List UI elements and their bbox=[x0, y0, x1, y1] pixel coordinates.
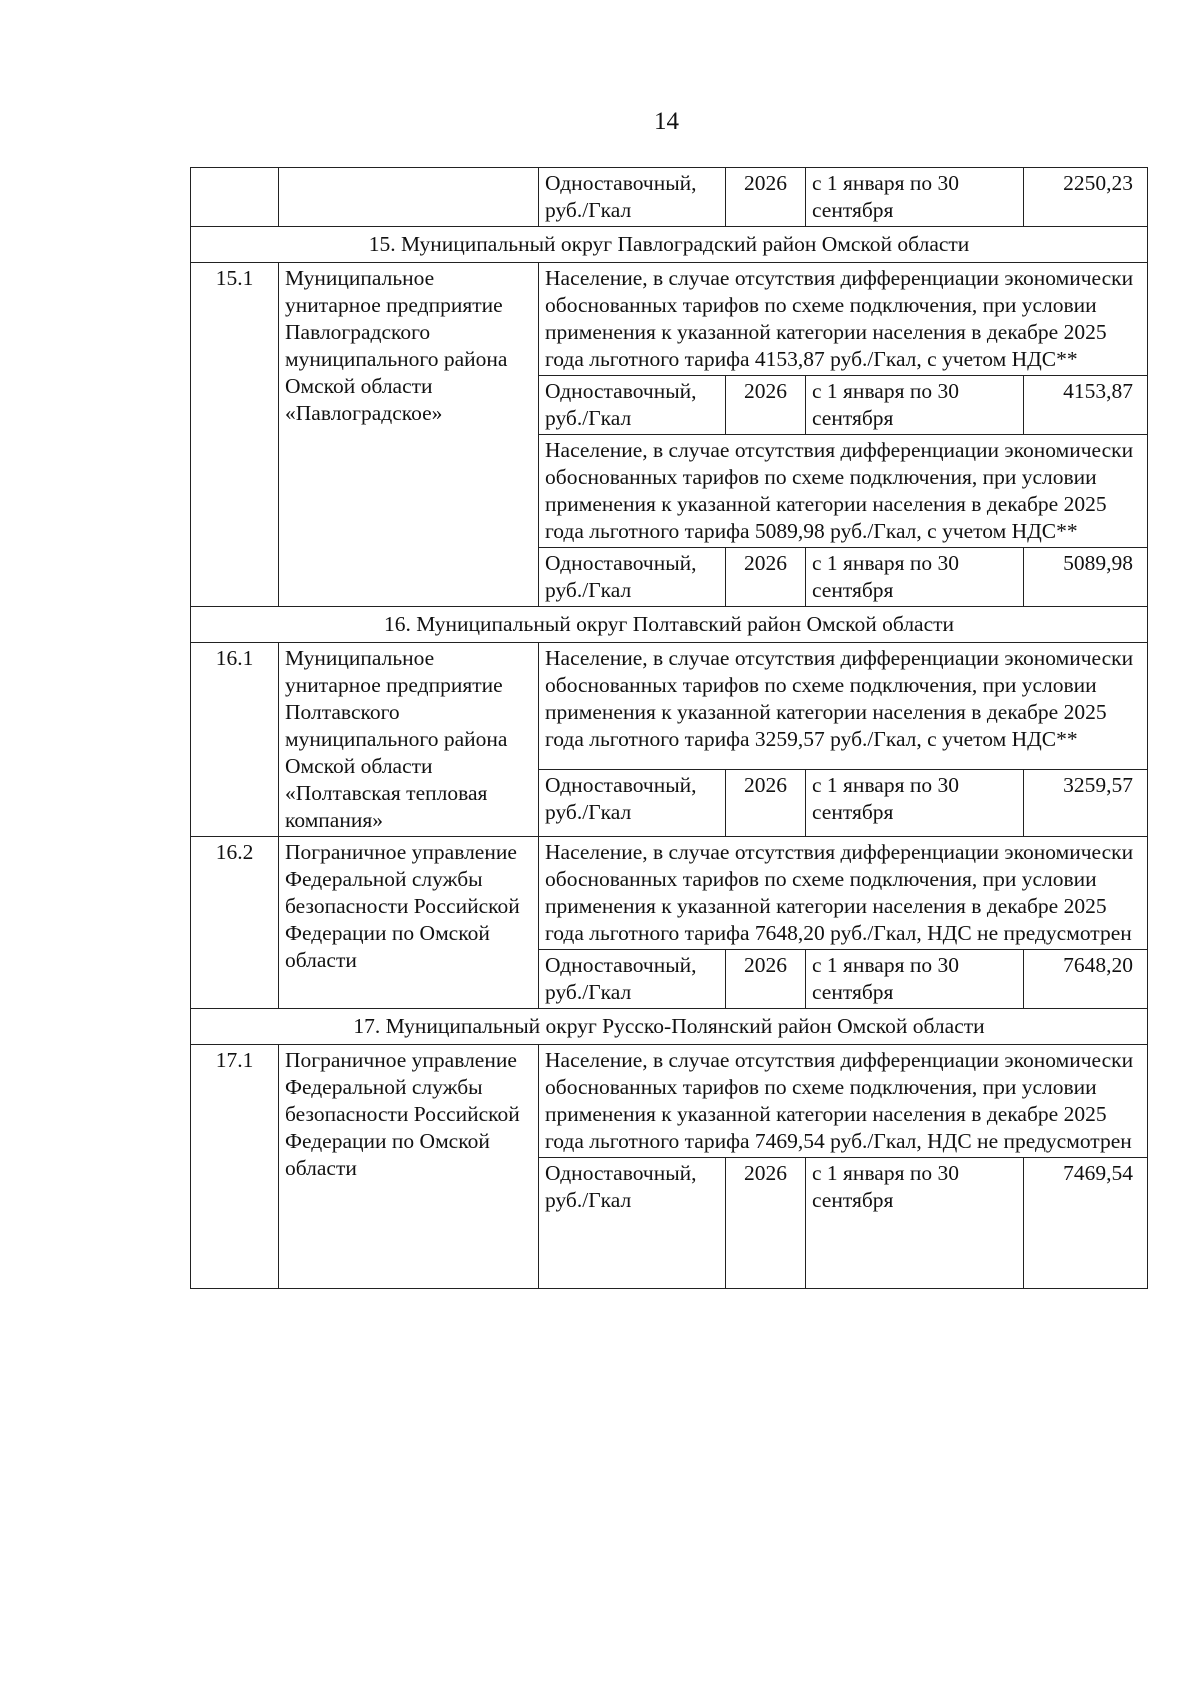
price-cell: 3259,57 bbox=[1024, 770, 1148, 837]
page-number: 14 bbox=[654, 108, 679, 135]
year-cell: 2026 bbox=[726, 1158, 806, 1289]
price-cell: 7469,54 bbox=[1024, 1158, 1148, 1289]
num-cell: 17.1 bbox=[191, 1045, 279, 1289]
org-cell bbox=[279, 168, 539, 227]
category-cell: Население, в случае отсутствия дифференциации экономически обоснованных тарифов по схеме подключения, при условии применения к указанной категории населения в декабре 2025 года льготного тарифа 4153,87 руб./Гкал, с учетом НДС** bbox=[539, 263, 1148, 376]
table-row bbox=[191, 168, 1148, 227]
org-cell: Пограничное управление Федеральной службы безопасности Российской Федерации по Омской области bbox=[279, 837, 539, 1009]
num-cell: 16.2 bbox=[191, 837, 279, 1009]
table-row bbox=[191, 643, 1148, 770]
category-cell: Население, в случае отсутствия дифференциации экономически обоснованных тарифов по схеме подключения, при условии применения к указанной категории населения в декабре 2025 года льготного тарифа 7648,20 руб./Гкал, НДС не предусмотрен bbox=[539, 837, 1148, 950]
period-cell: с 1 января по 30 сентября bbox=[806, 168, 1024, 227]
period-cell: с 1 января по 30 сентября bbox=[806, 1158, 1024, 1289]
num-cell: 16.1 bbox=[191, 643, 279, 837]
tariff-type-cell: Одноставочный, руб./Гкал bbox=[539, 376, 726, 435]
period-cell: с 1 января по 30 сентября bbox=[806, 770, 1024, 837]
category-cell: Население, в случае отсутствия дифференциации экономически обоснованных тарифов по схеме подключения, при условии применения к указанной категории населения в декабре 2025 года льготного тарифа 3259,57 руб./Гкал, с учетом НДС** bbox=[539, 643, 1148, 770]
num-cell bbox=[191, 168, 279, 227]
section-header-row bbox=[191, 607, 1148, 643]
tariff-type-cell: Одноставочный, руб./Гкал bbox=[539, 950, 726, 1009]
period-cell: с 1 января по 30 сентября bbox=[806, 950, 1024, 1009]
tariff-type-cell: Одноставочный, руб./Гкал bbox=[539, 168, 726, 227]
year-cell: 2026 bbox=[726, 770, 806, 837]
num-cell: 15.1 bbox=[191, 263, 279, 607]
year-cell: 2026 bbox=[726, 548, 806, 607]
tariff-type-cell: Одноставочный, руб./Гкал bbox=[539, 1158, 726, 1289]
period-cell: с 1 января по 30 сентября bbox=[806, 548, 1024, 607]
price-cell: 2250,23 bbox=[1024, 168, 1148, 227]
tariff-type-cell: Одноставочный, руб./Гкал bbox=[539, 548, 726, 607]
org-cell: Муниципальное унитарное предприятие Полтавского муниципального района Омской области «Полтавская тепловая компания» bbox=[279, 643, 539, 837]
section-title: 17. Муниципальный округ Русско-Полянский район Омской области bbox=[191, 1009, 1148, 1045]
section-title: 16. Муниципальный округ Полтавский район Омской области bbox=[191, 607, 1148, 643]
year-cell: 2026 bbox=[726, 376, 806, 435]
table-row bbox=[191, 1045, 1148, 1158]
year-cell: 2026 bbox=[726, 950, 806, 1009]
table-row bbox=[191, 263, 1148, 376]
year-cell: 2026 bbox=[726, 168, 806, 227]
org-cell: Муниципальное унитарное предприятие Павлоградского муниципального района Омской области «Павлоградское» bbox=[279, 263, 539, 607]
price-cell: 5089,98 bbox=[1024, 548, 1148, 607]
category-cell: Население, в случае отсутствия дифференциации экономически обоснованных тарифов по схеме подключения, при условии применения к указанной категории населения в декабре 2025 года льготного тарифа 7469,54 руб./Гкал, НДС не предусмотрен bbox=[539, 1045, 1148, 1158]
section-header-row bbox=[191, 1009, 1148, 1045]
period-cell: с 1 января по 30 сентября bbox=[806, 376, 1024, 435]
category-cell: Население, в случае отсутствия дифференциации экономически обоснованных тарифов по схеме подключения, при условии применения к указанной категории населения в декабре 2025 года льготного тарифа 5089,98 руб./Гкал, с учетом НДС** bbox=[539, 435, 1148, 548]
tariff-type-cell: Одноставочный, руб./Гкал bbox=[539, 770, 726, 837]
section-header-row bbox=[191, 227, 1148, 263]
price-cell: 4153,87 bbox=[1024, 376, 1148, 435]
tariff-table bbox=[190, 167, 1148, 1289]
section-title: 15. Муниципальный округ Павлоградский район Омской области bbox=[191, 227, 1148, 263]
price-cell: 7648,20 bbox=[1024, 950, 1148, 1009]
org-cell: Пограничное управление Федеральной службы безопасности Российской Федерации по Омской области bbox=[279, 1045, 539, 1289]
table-row bbox=[191, 837, 1148, 950]
